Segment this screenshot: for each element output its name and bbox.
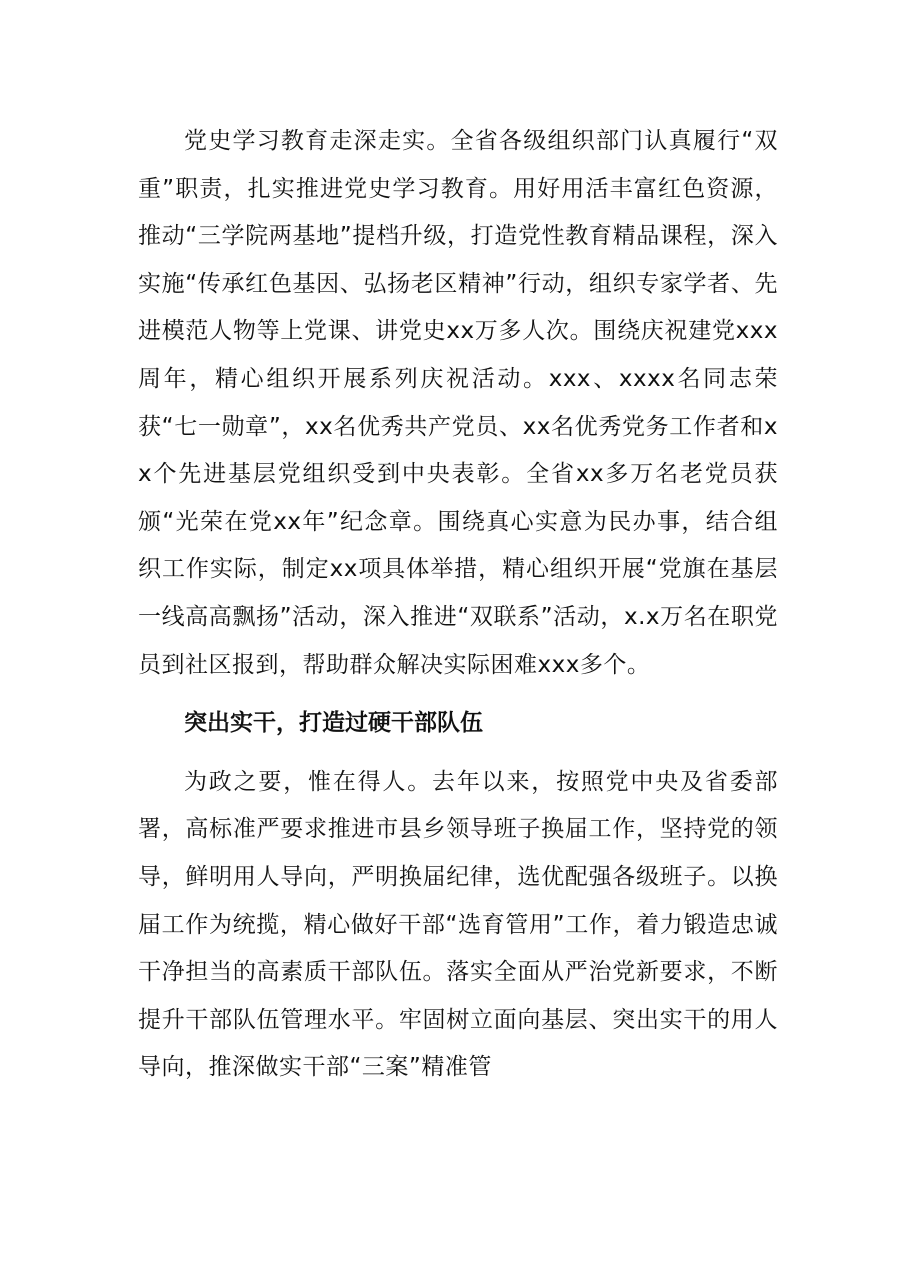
document-body	[138, 118, 778, 1092]
paragraph-party-history-education: 党史学习教育走深走实。全省各级组织部门认真履行“双重”职责，扎实推进党史学习教育。用好用活丰富红色资源，推动“三学院两基地”提档升级，打造党性教育精品课程，深入实施“传承红色基因、弘扬老区精神”行动，组织专家学者、先进模范人物等上党课、讲党史xx万多人次。围绕庆祝建党xxx周年，精心组织开展系列庆祝活动。xxx、xxxx名同志荣获“七一勋章”，xx名优秀共产党员、xx名优秀党务工作者和xx个先进基层党组织受到中央表彰。全省xx多万名老党员获颁“光荣在党xx年”纪念章。围绕真心实意为民办事，结合组织工作实际，制定xx项具体举措，精心组织开展“党旗在基层一线高高飘扬”活动，深入推进“双联系”活动，x.x万名在职党员到社区报到，帮助群众解决实际困难xxx多个。	[138, 128, 778, 678]
paragraph-cadre-selection: 为政之要，惟在得人。去年以来，按照党中央及省委部署，高标准严要求推进市县乡领导班子换届工作，坚持党的领导，鲜明用人导向，严明换届纪律，选优配强各级班子。以换届工作为统揽，精心做好干部“选育管用”工作，着力锻造忠诚干净担当的高素质干部队伍。落实全面从严治党新要求，不断提升干部队伍管理水平。牢固树立面向基层、突出实干的用人导向，推深做实干部“三案”精准管	[138, 768, 778, 1081]
section-heading-cadre-team: 突出实干，打造过硬干部队伍	[184, 710, 483, 737]
